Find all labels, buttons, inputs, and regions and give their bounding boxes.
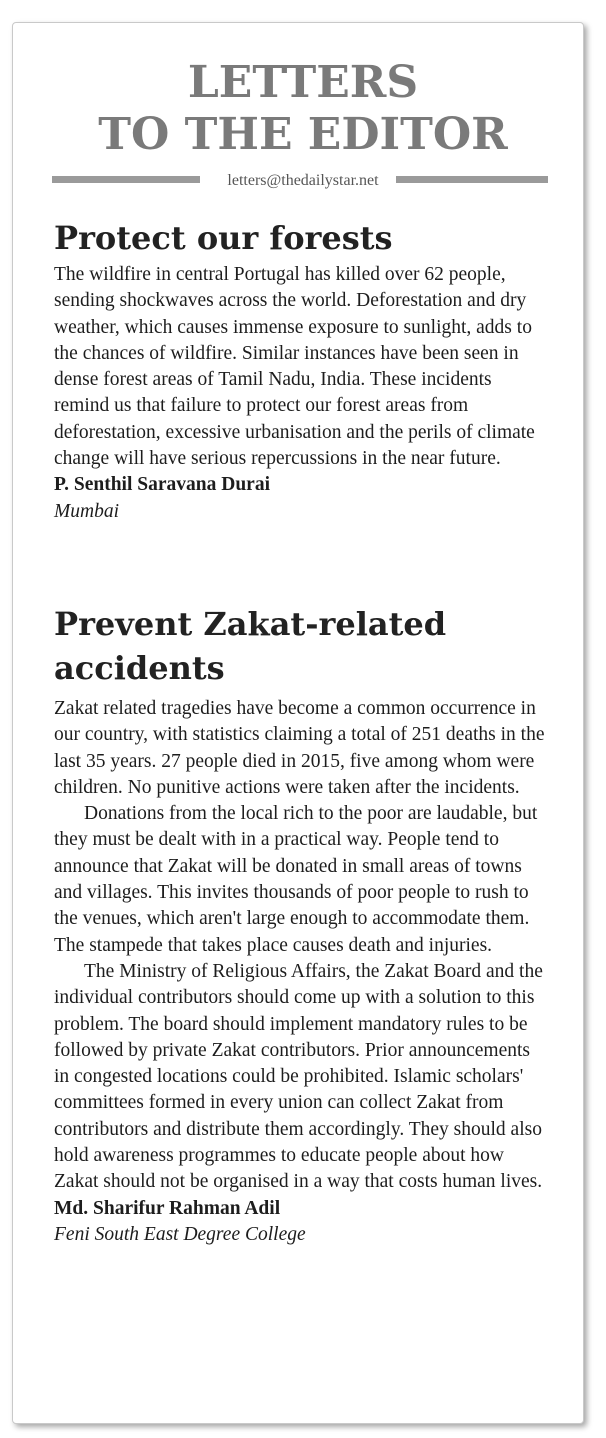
letter-2-author: Md. Sharifur Rahman Adil [54, 1197, 281, 1219]
letter-1-author: P. Senthil Saravana Durai [54, 474, 270, 496]
editor-email-link[interactable]: letters@thedailystar.net [227, 172, 379, 189]
letter-2-body [54, 696, 549, 1248]
letter-2-paragraph-1: Zakat related tragedies have become a common occurrence in our country, with statistics claiming a total of 251 deaths in the last 35 years. 27 people died in 2015, five among whom were children. No punitive actions were taken after the incidents. [54, 698, 545, 798]
letter-1-body [54, 262, 549, 525]
letter-2-paragraph-2: Donations from the local rich to the poor are laudable, but they must be dealt with in a practical way. People tend to announce that Zakat will be donated in small areas of towns and villages. This invites thousands of poor people to rush to the venues, which aren't large enough to accommodate them. The stampede that takes place causes death and injuries. [54, 803, 538, 956]
letter-2-paragraph-3: The Ministry of Religious Affairs, the Zakat Board and the individual contributors should come up with a solution to this problem. The board should implement mandatory rules to be followed by private Zakat contributors. Prior announcements in congested locations could be prohibited. Islamic scholars' committees formed in every union can collect Zakat from contributors and distribute them accordingly. They should also hold awareness programmes to educate people about how Zakat should not be organised in a way that costs human lives. [54, 960, 543, 1193]
letter-1-paragraph: The wildfire in central Portugal has killed over 62 people, sending shockwaves across the world. Deforestation and dry weather, which causes immense exposure to sunlight, adds to the chances of wildfire. Similar instances have been seen in dense forest areas of Tamil Nadu, India. These incidents remind us that failure to protect our forest areas from deforestation, excessive urbanisation and the perils of climate change will have serious repercussions in the near future. [54, 264, 535, 470]
masthead-title-line2: TO THE EDITOR [98, 109, 508, 160]
masthead-title-line1: LETTERS [187, 57, 419, 108]
letter-1-place: Mumbai [54, 500, 119, 522]
letter-2-headline-line1: Prevent Zakat-related [54, 605, 447, 643]
letter-2-place: Feni South East Degree College [54, 1223, 306, 1245]
letter-1-headline: Protect our forests [54, 219, 393, 257]
masthead-rule-right [396, 176, 548, 183]
letter-2-headline [54, 602, 554, 690]
letter-2-headline-line2: accidents [54, 649, 225, 687]
